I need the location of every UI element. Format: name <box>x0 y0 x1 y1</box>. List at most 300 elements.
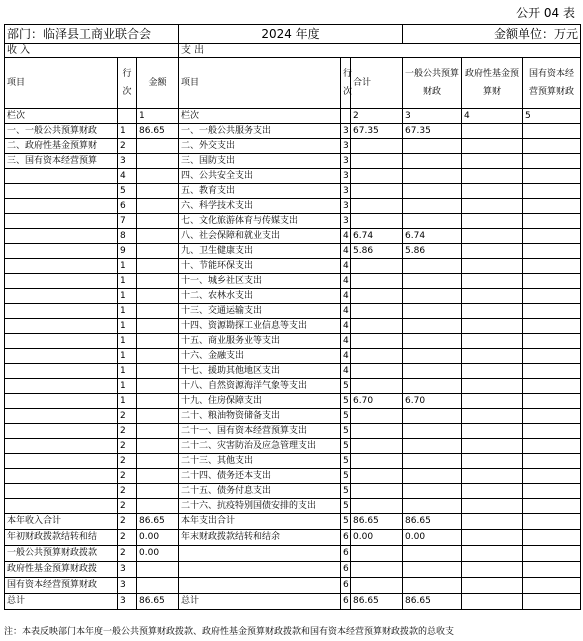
table-cell: 2 <box>118 424 137 439</box>
table-cell <box>523 546 581 562</box>
table-cell <box>5 454 118 469</box>
table-cell: 4 <box>341 364 351 379</box>
table-cell <box>403 319 462 334</box>
table-cell: 九、卫生健康支出 <box>179 244 341 259</box>
table-cell <box>5 334 118 349</box>
table-cell <box>351 334 403 349</box>
table-row <box>5 214 581 229</box>
table-cell: 6.70 <box>403 394 462 409</box>
table-cell: 4 <box>341 349 351 364</box>
total-row <box>5 514 581 530</box>
table-cell: 二十、粮油物资储备支出 <box>179 409 341 424</box>
table-cell <box>137 499 179 514</box>
income-section-label: 收 入 <box>5 44 179 58</box>
table-cell <box>523 594 581 610</box>
table-cell <box>351 154 403 169</box>
table-cell: 三、国有资本经营预算 <box>5 154 118 169</box>
table-cell <box>351 169 403 184</box>
table-row <box>5 424 581 439</box>
table-cell: 1 <box>118 334 137 349</box>
table-cell <box>5 394 118 409</box>
table-cell <box>5 379 118 394</box>
header-state-capital: 国有资本经营预算财政 <box>523 58 581 109</box>
table-cell: 5 <box>118 184 137 199</box>
table-cell: 5 <box>523 109 581 124</box>
table-cell: 十一、城乡社区支出 <box>179 274 341 289</box>
table-cell: 1 <box>118 364 137 379</box>
table-cell: 5.86 <box>403 244 462 259</box>
table-cell: 5 <box>341 394 351 409</box>
table-cell: 六、科学技术支出 <box>179 199 341 214</box>
table-cell: 0.00 <box>351 530 403 546</box>
table-cell: 1 <box>118 289 137 304</box>
header-item: 项目 <box>5 58 118 109</box>
table-cell: 二十三、其他支出 <box>179 454 341 469</box>
table-cell <box>351 304 403 319</box>
table-cell <box>462 319 523 334</box>
table-cell: 5 <box>341 469 351 484</box>
table-row <box>5 169 581 184</box>
table-cell: 86.65 <box>137 124 179 139</box>
table-row <box>5 439 581 454</box>
table-cell <box>341 109 351 124</box>
table-cell: 1 <box>118 379 137 394</box>
table-cell <box>351 349 403 364</box>
table-cell: 总计 <box>179 594 341 610</box>
table-cell: 1 <box>118 274 137 289</box>
table-cell <box>462 184 523 199</box>
table-cell: 0.00 <box>137 546 179 562</box>
table-cell <box>403 469 462 484</box>
table-cell <box>5 184 118 199</box>
table-cell <box>403 562 462 578</box>
table-cell <box>5 214 118 229</box>
table-cell <box>403 578 462 594</box>
table-cell <box>351 499 403 514</box>
table-cell <box>351 199 403 214</box>
table-cell <box>5 319 118 334</box>
table-cell: 3 <box>118 562 137 578</box>
table-cell: 2 <box>118 469 137 484</box>
table-cell: 政府性基金预算财政拨 <box>5 562 118 578</box>
table-cell <box>137 184 179 199</box>
table-cell: 3 <box>341 124 351 139</box>
table-cell: 年初财政拨款结转和结 <box>5 530 118 546</box>
table-cell: 4 <box>118 169 137 184</box>
table-cell: 86.65 <box>137 514 179 530</box>
table-cell: 1 <box>118 394 137 409</box>
table-cell: 栏次 <box>179 109 341 124</box>
table-row <box>5 304 581 319</box>
table-cell: 十五、商业服务业等支出 <box>179 334 341 349</box>
table-cell <box>523 469 581 484</box>
table-cell <box>179 562 341 578</box>
table-cell <box>462 139 523 154</box>
table-row <box>5 274 581 289</box>
table-cell <box>5 484 118 499</box>
table-cell <box>403 484 462 499</box>
table-title-row <box>5 25 581 44</box>
table-cell: 9 <box>118 244 137 259</box>
fiscal-appropriation-table <box>4 24 581 610</box>
table-cell <box>462 546 523 562</box>
table-cell: 4 <box>462 109 523 124</box>
table-cell: 6.74 <box>351 229 403 244</box>
table-cell: 二、外交支出 <box>179 139 341 154</box>
table-cell <box>403 546 462 562</box>
table-cell <box>137 424 179 439</box>
table-cell: 6 <box>341 530 351 546</box>
table-cell <box>523 578 581 594</box>
table-cell <box>462 469 523 484</box>
table-cell <box>462 394 523 409</box>
header-gov-fund: 政府性基金预算财 <box>462 58 523 109</box>
table-cell: 二、政府性基金预算财 <box>5 139 118 154</box>
table-cell <box>351 454 403 469</box>
table-cell <box>5 259 118 274</box>
table-cell: 4 <box>341 289 351 304</box>
table-cell <box>403 499 462 514</box>
table-cell: 1 <box>118 319 137 334</box>
table-cell <box>403 139 462 154</box>
table-cell <box>462 364 523 379</box>
table-cell <box>523 379 581 394</box>
table-cell <box>5 349 118 364</box>
table-cell: 二十四、债务还本支出 <box>179 469 341 484</box>
table-cell <box>5 409 118 424</box>
table-cell <box>137 304 179 319</box>
table-cell <box>523 214 581 229</box>
table-row <box>5 244 581 259</box>
table-cell <box>137 379 179 394</box>
table-cell <box>523 199 581 214</box>
table-cell: 6 <box>341 578 351 594</box>
table-cell: 7 <box>118 214 137 229</box>
table-cell <box>523 229 581 244</box>
table-cell: 86.65 <box>403 594 462 610</box>
table-cell: 3 <box>118 154 137 169</box>
table-cell: 十八、自然资源海洋气象等支出 <box>179 379 341 394</box>
table-cell <box>523 244 581 259</box>
table-cell: 3 <box>341 154 351 169</box>
total-row <box>5 594 581 610</box>
section-row <box>5 44 581 58</box>
table-cell: 6.74 <box>403 229 462 244</box>
table-cell <box>523 169 581 184</box>
table-cell: 86.65 <box>403 514 462 530</box>
table-cell: 4 <box>341 304 351 319</box>
table-cell: 6 <box>341 562 351 578</box>
table-cell <box>137 214 179 229</box>
table-cell <box>403 154 462 169</box>
table-cell <box>351 289 403 304</box>
table-cell <box>462 514 523 530</box>
table-cell <box>523 454 581 469</box>
table-cell <box>351 259 403 274</box>
table-cell <box>5 304 118 319</box>
table-cell <box>137 274 179 289</box>
table-cell: 四、公共安全支出 <box>179 169 341 184</box>
table-cell: 3 <box>118 578 137 594</box>
table-cell: 5 <box>341 499 351 514</box>
total-row <box>5 546 581 562</box>
table-row <box>5 454 581 469</box>
table-cell <box>179 578 341 594</box>
table-cell <box>351 424 403 439</box>
expense-section-label: 支 出 <box>179 44 581 58</box>
table-cell <box>462 244 523 259</box>
table-cell: 0.00 <box>137 530 179 546</box>
table-row <box>5 124 581 139</box>
table-cell <box>523 124 581 139</box>
table-cell <box>137 244 179 259</box>
index-row <box>5 109 581 124</box>
table-cell <box>523 394 581 409</box>
table-cell: 1 <box>118 349 137 364</box>
header-row-no: 行次 <box>118 58 137 109</box>
table-cell <box>403 379 462 394</box>
table-cell: 2 <box>351 109 403 124</box>
table-cell: 3 <box>341 169 351 184</box>
table-cell: 十四、资源勘探工业信息等支出 <box>179 319 341 334</box>
table-cell: 2 <box>118 514 137 530</box>
table-cell: 3 <box>341 199 351 214</box>
table-cell <box>403 289 462 304</box>
table-cell: 三、国防支出 <box>179 154 341 169</box>
table-cell <box>5 169 118 184</box>
table-cell <box>523 319 581 334</box>
table-cell: 十二、农林水支出 <box>179 289 341 304</box>
table-cell <box>179 546 341 562</box>
table-cell: 8 <box>118 229 137 244</box>
table-cell <box>137 562 179 578</box>
table-cell: 4 <box>341 229 351 244</box>
header-row-no-expense: 行次 <box>341 58 351 109</box>
table-cell: 5 <box>341 424 351 439</box>
table-cell: 86.65 <box>351 594 403 610</box>
table-cell <box>137 169 179 184</box>
footnote: 注：本表反映部门本年度一般公共预算财政拨款、政府性基金预算财政拨款和国有资本经营预算财政拨款的总收支 <box>4 627 455 637</box>
table-cell: 5.86 <box>351 244 403 259</box>
table-cell <box>523 424 581 439</box>
report-tag: 公开 04 表 <box>516 6 575 20</box>
table-cell <box>137 469 179 484</box>
table-row <box>5 184 581 199</box>
table-cell <box>403 259 462 274</box>
table-cell: 二十六、抗疫特别国债安排的支出 <box>179 499 341 514</box>
table-cell <box>137 484 179 499</box>
header-total: 合计 <box>351 58 403 109</box>
header-amount: 金额 <box>137 58 179 109</box>
table-cell <box>137 409 179 424</box>
table-row <box>5 334 581 349</box>
table-cell <box>5 244 118 259</box>
table-cell <box>523 304 581 319</box>
total-row <box>5 530 581 546</box>
table-row <box>5 319 581 334</box>
table-cell <box>137 578 179 594</box>
table-cell: 3 <box>341 139 351 154</box>
table-cell: 1 <box>137 109 179 124</box>
table-cell <box>523 274 581 289</box>
table-cell <box>462 154 523 169</box>
table-cell <box>137 349 179 364</box>
table-cell: 4 <box>341 259 351 274</box>
table-cell: 0.00 <box>403 530 462 546</box>
year-label: 2024 年度 <box>179 25 403 44</box>
table-cell: 67.35 <box>403 124 462 139</box>
table-cell: 十七、援助其他地区支出 <box>179 364 341 379</box>
table-cell <box>462 259 523 274</box>
table-cell: 5 <box>341 514 351 530</box>
table-cell <box>137 229 179 244</box>
table-cell: 国有资本经营预算财政 <box>5 578 118 594</box>
table-cell <box>403 439 462 454</box>
table-cell: 二十五、债务付息支出 <box>179 484 341 499</box>
table-cell: 十九、住房保障支出 <box>179 394 341 409</box>
table-cell <box>462 214 523 229</box>
table-cell: 3 <box>118 594 137 610</box>
header-general-budget: 一般公共预算财政 <box>403 58 462 109</box>
table-cell <box>462 124 523 139</box>
table-cell: 6 <box>341 594 351 610</box>
table-cell <box>523 514 581 530</box>
table-cell <box>351 546 403 562</box>
table-cell: 本年收入合计 <box>5 514 118 530</box>
table-cell: 5 <box>341 439 351 454</box>
table-cell: 86.65 <box>351 514 403 530</box>
table-cell <box>462 334 523 349</box>
table-cell: 本年支出合计 <box>179 514 341 530</box>
table-cell <box>523 184 581 199</box>
table-cell <box>462 169 523 184</box>
table-cell <box>351 214 403 229</box>
table-cell <box>403 169 462 184</box>
table-cell <box>462 484 523 499</box>
table-cell <box>523 139 581 154</box>
table-cell <box>462 562 523 578</box>
table-cell <box>403 424 462 439</box>
table-cell <box>462 274 523 289</box>
table-cell <box>403 304 462 319</box>
table-cell: 5 <box>341 454 351 469</box>
table-cell <box>137 319 179 334</box>
table-cell <box>5 274 118 289</box>
table-row <box>5 469 581 484</box>
table-cell: 一、一般公共服务支出 <box>179 124 341 139</box>
header-item-expense: 项目 <box>179 58 341 109</box>
table-cell <box>403 409 462 424</box>
table-cell <box>137 259 179 274</box>
table-cell <box>462 594 523 610</box>
table-cell: 4 <box>341 274 351 289</box>
table-row <box>5 154 581 169</box>
table-row <box>5 394 581 409</box>
table-cell <box>351 184 403 199</box>
table-cell: 年末财政拨款结转和结余 <box>179 530 341 546</box>
table-cell: 2 <box>118 484 137 499</box>
table-cell: 67.35 <box>351 124 403 139</box>
table-cell <box>523 409 581 424</box>
table-cell <box>351 139 403 154</box>
table-cell <box>351 364 403 379</box>
table-cell <box>137 289 179 304</box>
table-cell <box>351 578 403 594</box>
table-row <box>5 229 581 244</box>
table-cell: 4 <box>341 319 351 334</box>
table-cell: 栏次 <box>5 109 118 124</box>
table-cell: 2 <box>118 499 137 514</box>
table-cell: 2 <box>118 439 137 454</box>
table-cell: 86.65 <box>137 594 179 610</box>
table-cell <box>403 364 462 379</box>
table-cell: 2 <box>118 546 137 562</box>
total-row <box>5 562 581 578</box>
table-cell: 一般公共预算财政拨款 <box>5 546 118 562</box>
table-cell <box>137 199 179 214</box>
table-row <box>5 259 581 274</box>
table-cell: 2 <box>118 454 137 469</box>
table-cell <box>351 562 403 578</box>
table-cell <box>403 184 462 199</box>
table-cell <box>462 409 523 424</box>
table-cell <box>523 289 581 304</box>
table-body <box>5 25 581 610</box>
table-cell <box>137 439 179 454</box>
table-cell <box>351 469 403 484</box>
table-cell: 5 <box>341 409 351 424</box>
table-cell <box>462 454 523 469</box>
table-cell <box>403 349 462 364</box>
table-cell <box>351 439 403 454</box>
table-cell <box>462 304 523 319</box>
table-cell <box>137 154 179 169</box>
table-row <box>5 289 581 304</box>
table-row <box>5 364 581 379</box>
table-row <box>5 409 581 424</box>
table-cell <box>523 349 581 364</box>
table-cell <box>462 349 523 364</box>
table-cell <box>351 319 403 334</box>
table-cell <box>523 154 581 169</box>
table-cell <box>5 289 118 304</box>
table-cell: 4 <box>341 334 351 349</box>
table-cell <box>5 439 118 454</box>
table-cell: 1 <box>118 124 137 139</box>
table-cell <box>523 530 581 546</box>
table-cell <box>462 499 523 514</box>
table-row <box>5 484 581 499</box>
table-cell <box>5 469 118 484</box>
department-label: 部门：临泽县工商业联合会 <box>5 25 179 44</box>
table-cell <box>137 364 179 379</box>
table-cell <box>5 499 118 514</box>
unit-label: 金额单位：万元 <box>403 25 581 44</box>
table-row <box>5 379 581 394</box>
total-row <box>5 578 581 594</box>
table-cell <box>462 289 523 304</box>
table-cell <box>523 334 581 349</box>
table-cell <box>523 562 581 578</box>
table-cell <box>462 229 523 244</box>
table-cell <box>351 274 403 289</box>
table-cell <box>462 439 523 454</box>
table-cell: 2 <box>118 409 137 424</box>
table-row <box>5 499 581 514</box>
table-cell: 6 <box>341 546 351 562</box>
table-cell: 总计 <box>5 594 118 610</box>
table-cell: 十、节能环保支出 <box>179 259 341 274</box>
